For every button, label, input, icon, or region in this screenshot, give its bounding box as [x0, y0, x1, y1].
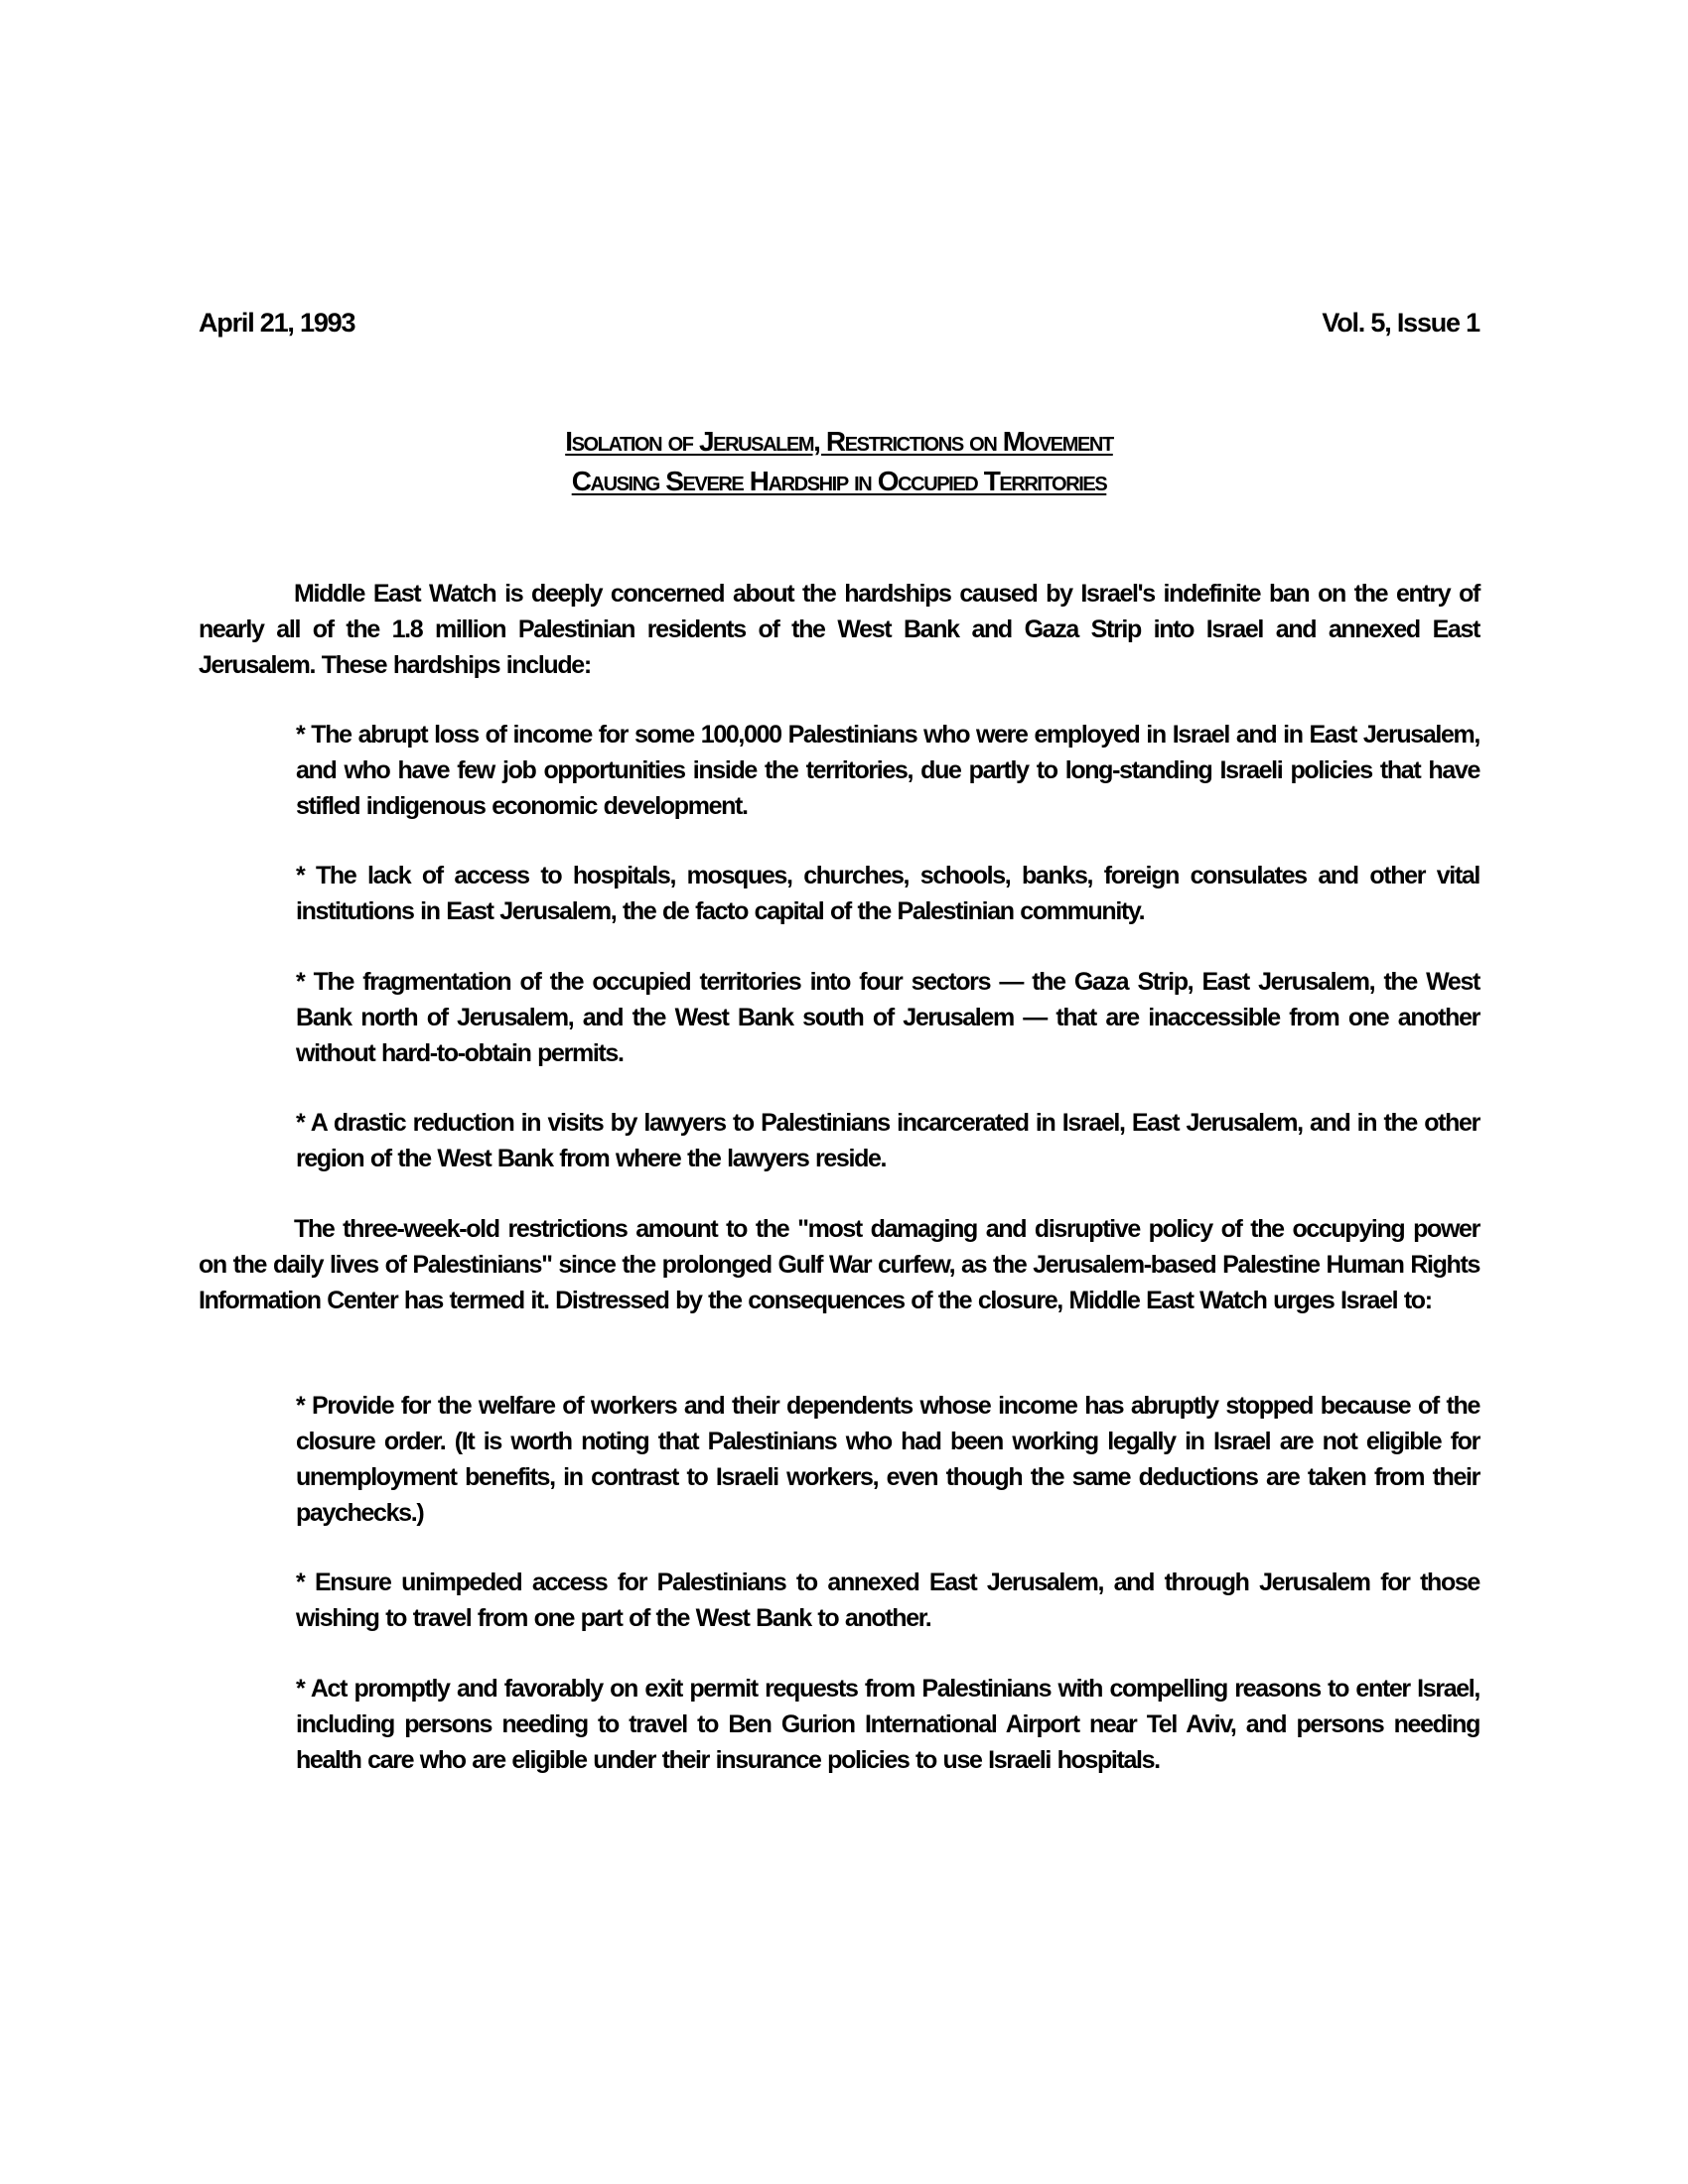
recommendation-item: * Ensure unimpeded access for Palestinians to annexed East Jerusalem, and through Jerusalem for those wishing to travel from one part of the West Bank to another.	[296, 1569, 1479, 1632]
hardship-item: * The lack of access to hospitals, mosques, churches, schools, banks, foreign consulates and other vital institutions in East Jerusalem, the de facto capital of the Palestinian community.	[296, 862, 1479, 925]
intro-paragraph: Middle East Watch is deeply concerned about the hardships caused by Israel's indefinite ban on the entry of nearly all of the 1.8 million Palestinian residents of the West Bank and Gaza Strip into Israel and annexed East Jerusalem. These hardships include:	[199, 580, 1479, 679]
title-line-2: Causing Severe Hardship in Occupied Territories	[571, 466, 1107, 496]
hardship-item: * A drastic reduction in visits by lawyers to Palestinians incarcerated in Israel, East Jerusalem, and in the other region of the West Bank from where the lawyers reside.	[296, 1109, 1479, 1172]
title-line-1: Isolation of Jerusalem, Restrictions on Movement	[565, 426, 1113, 457]
hardship-item: * The abrupt loss of income for some 100,000 Palestinians who were employed in Israel and in East Jerusalem, and who have few job opportunities inside the territories, due partly to long-standing Israeli policies that have stifled indigenous economic development.	[296, 721, 1479, 820]
document-header	[199, 308, 1479, 347]
volume-issue: Vol. 5, Issue 1	[1322, 308, 1479, 338]
hardship-item: * The fragmentation of the occupied territories into four sectors — the Gaza Strip, East Jerusalem, the West Bank north of Jerusalem, and the West Bank south of Jerusalem — that are inaccessible from one another without hard-to-obtain permits.	[296, 968, 1479, 1067]
recommendation-item: * Act promptly and favorably on exit permit requests from Palestinians with compelling reasons to enter Israel, including persons needing to travel to Ben Gurion International Airport near Tel Aviv, and persons needing health care who are eligible under their insurance policies to use Israeli hospitals.	[296, 1675, 1479, 1774]
issue-date: April 21, 1993	[199, 308, 355, 338]
recommendation-item: * Provide for the welfare of workers and their dependents whose income has abruptly stopped because of the closure order. (It is worth noting that Palestinians who had been working legally in Israel are not eligible for unemployment benefits, in contrast to Israeli workers, even though the same deductions are taken from their paychecks.)	[296, 1392, 1479, 1527]
second-paragraph: The three-week-old restrictions amount to the "most damaging and disruptive policy of the occupying power on the daily lives of Palestinians" since the prolonged Gulf War curfew, as the Jerusalem-based Palestine Human Rights Information Center has termed it. Distressed by the consequences of the closure, Middle East Watch urges Israel to:	[199, 1215, 1479, 1314]
document-title	[199, 422, 1479, 501]
